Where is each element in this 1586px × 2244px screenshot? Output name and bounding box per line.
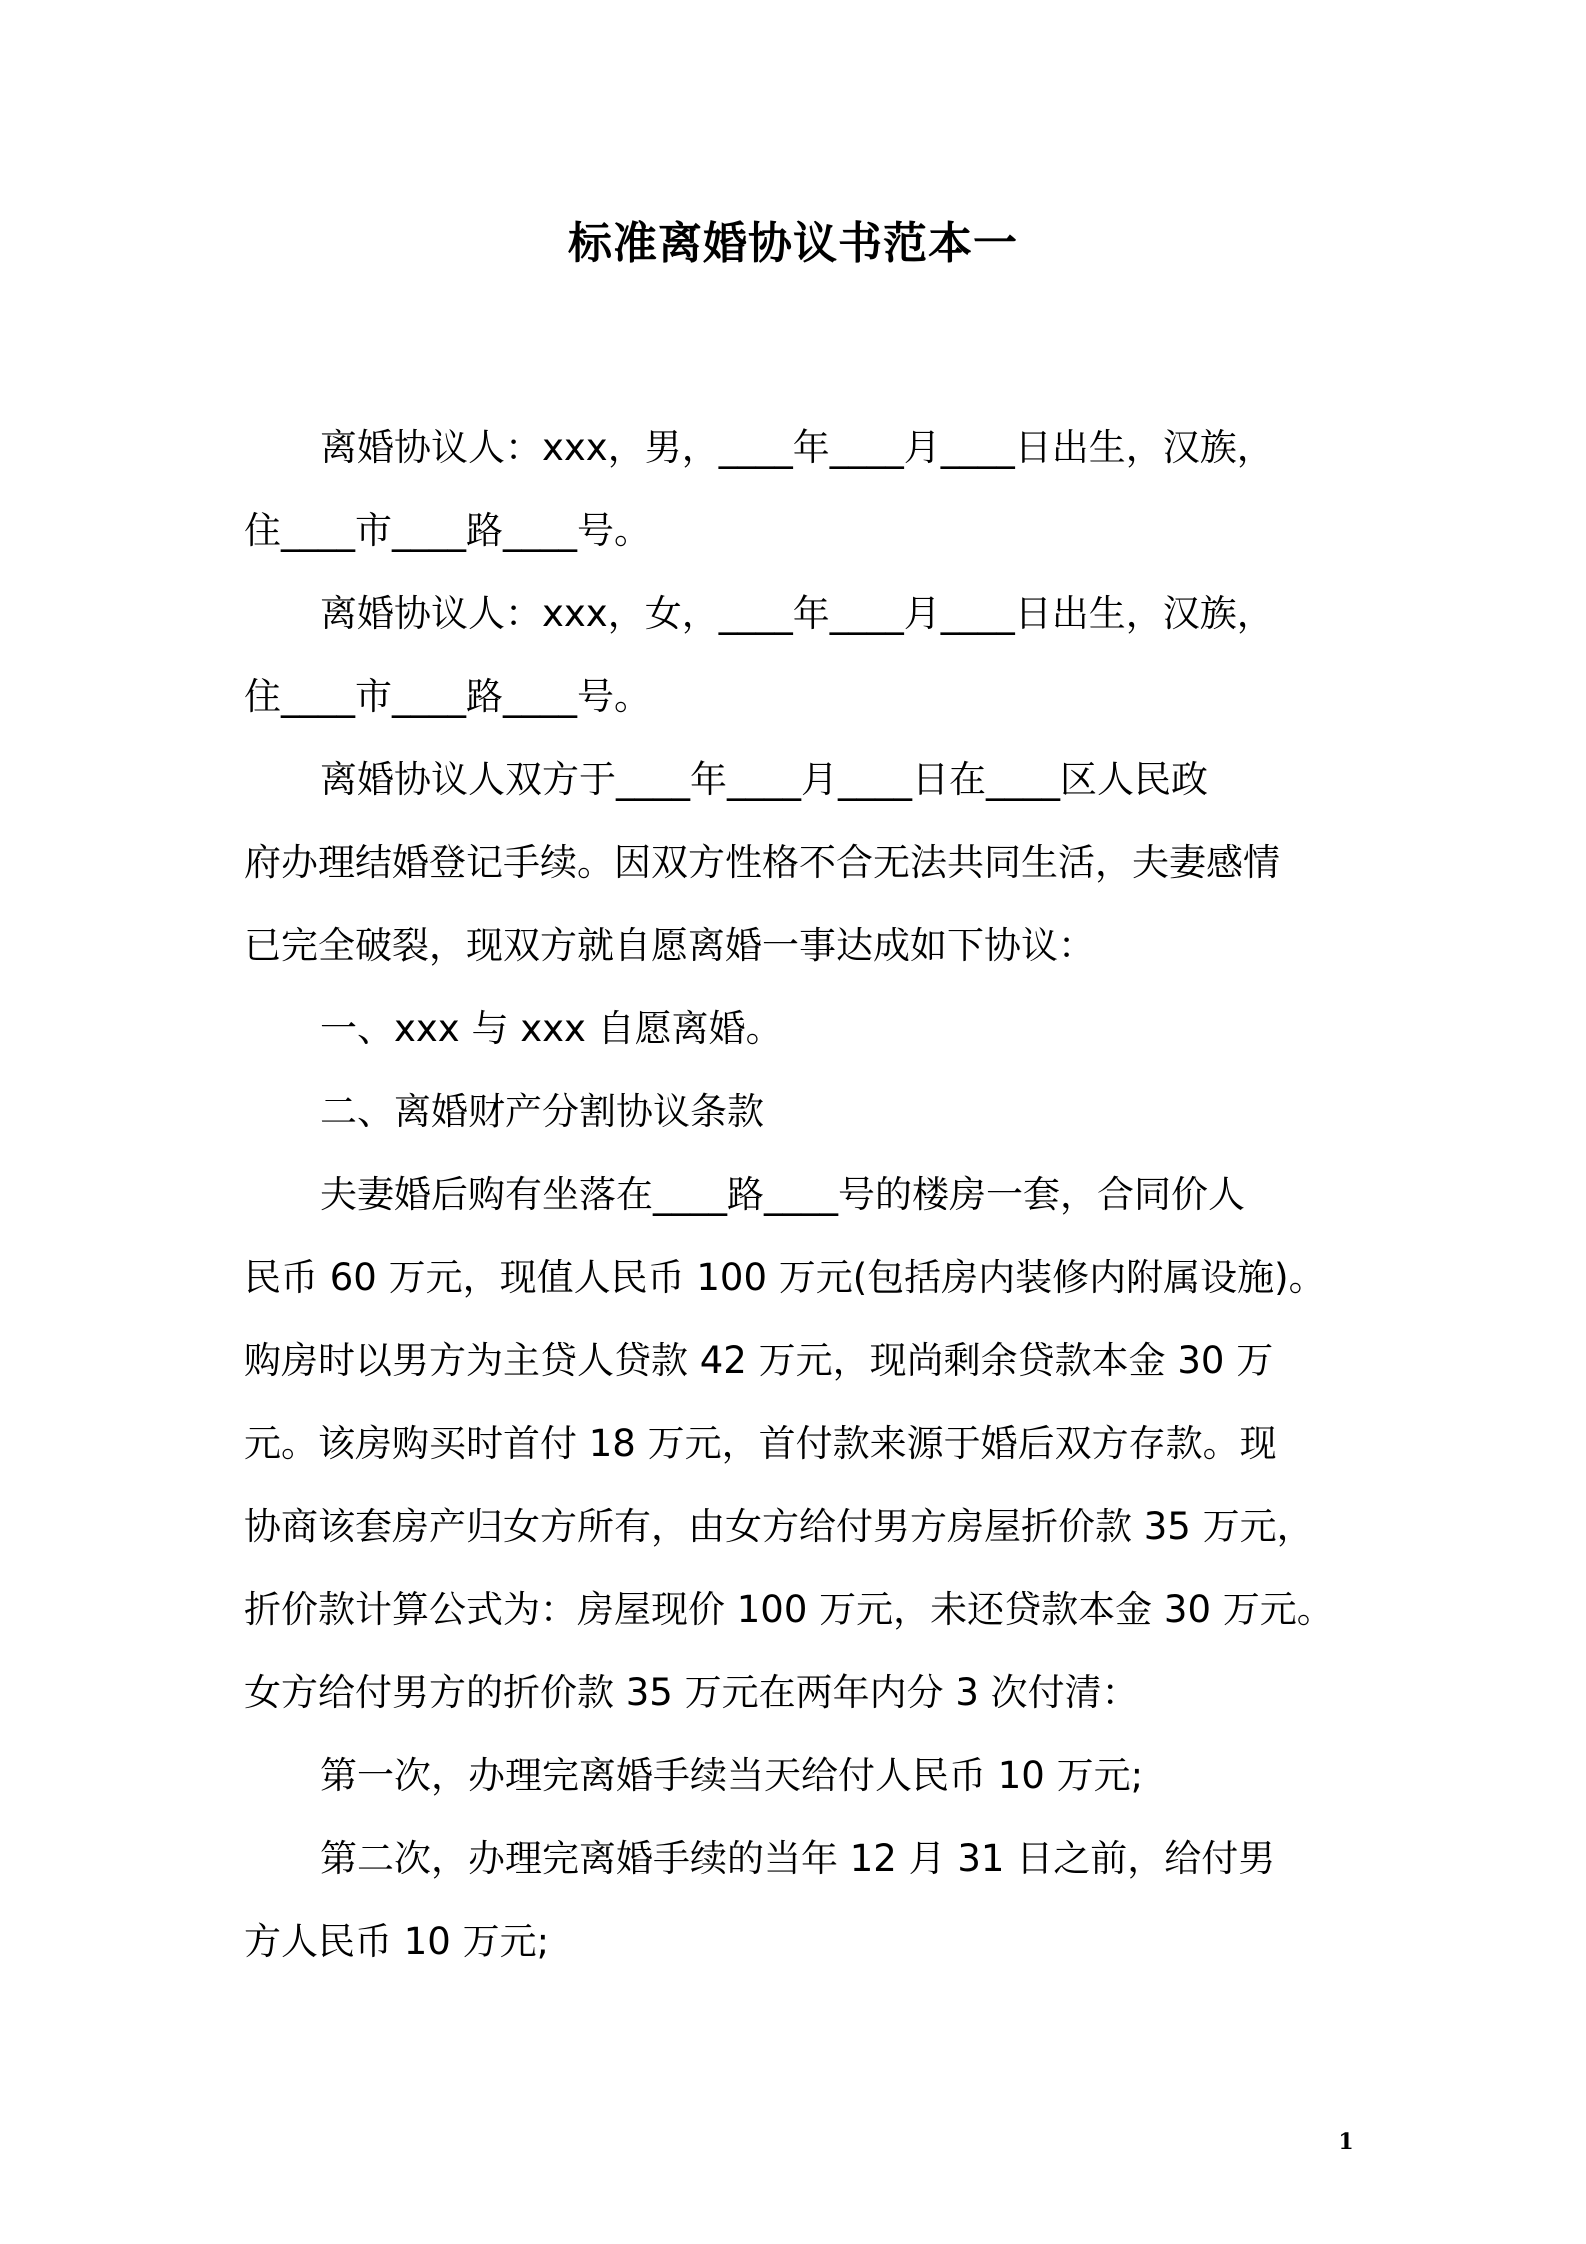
paragraph-line-party-female-address: 住____市____路____号。 <box>244 675 651 718</box>
payment-first-line: 第一次，办理完离婚手续当天给付人民币 10 万元; <box>320 1754 1144 1797</box>
payment-second-line-continued: 方人民币 10 万元; <box>244 1920 550 1963</box>
paragraph-line-marriage-reason: 府办理结婚登记手续。因双方性格不合无法共同生活，夫妻感情 <box>244 841 1280 884</box>
property-paragraph-line: 折价款计算公式为：房屋现价 100 万元，未还贷款本金 30 万元。 <box>244 1588 1334 1631</box>
property-paragraph-line: 夫妻婚后购有坐落在____路____号的楼房一套，合同价人 <box>320 1173 1245 1216</box>
paragraph-line-agreement-intro: 已完全破裂，现双方就自愿离婚一事达成如下协议： <box>244 924 1095 967</box>
page-number: 1 <box>1338 2129 1354 2155</box>
property-paragraph-line: 民币 60 万元，现值人民币 100 万元(包括房内装修内附属设施)。 <box>244 1256 1326 1299</box>
property-paragraph-line: 元。该房购买时首付 18 万元，首付款来源于婚后双方存款。现 <box>244 1422 1277 1465</box>
property-paragraph-line: 购房时以男方为主贷人贷款 42 万元，现尚剩余贷款本金 30 万 <box>244 1339 1274 1382</box>
paragraph-line-marriage-registration: 离婚协议人双方于____年____月____日在____区人民政 <box>320 758 1208 801</box>
property-paragraph-line: 协商该套房产归女方所有，由女方给付男方房屋折价款 35 万元， <box>244 1505 1314 1548</box>
payment-second-line: 第二次，办理完离婚手续的当年 12 月 31 日之前，给付男 <box>320 1837 1276 1880</box>
clause-one: 一、xxx 与 xxx 自愿离婚。 <box>320 1007 783 1050</box>
paragraph-line-party-female: 离婚协议人：xxx，女，____年____月____日出生，汉族， <box>320 592 1274 635</box>
clause-two-heading: 二、离婚财产分割协议条款 <box>320 1090 764 1133</box>
document-body <box>244 406 1364 1983</box>
property-paragraph-line: 女方给付男方的折价款 35 万元在两年内分 3 次付清： <box>244 1671 1139 1714</box>
paragraph-line-party-male: 离婚协议人：xxx，男，____年____月____日出生，汉族， <box>320 426 1274 469</box>
document-title: 标准离婚协议书范本一 <box>568 218 1018 269</box>
paragraph-line-party-male-address: 住____市____路____号。 <box>244 509 651 552</box>
